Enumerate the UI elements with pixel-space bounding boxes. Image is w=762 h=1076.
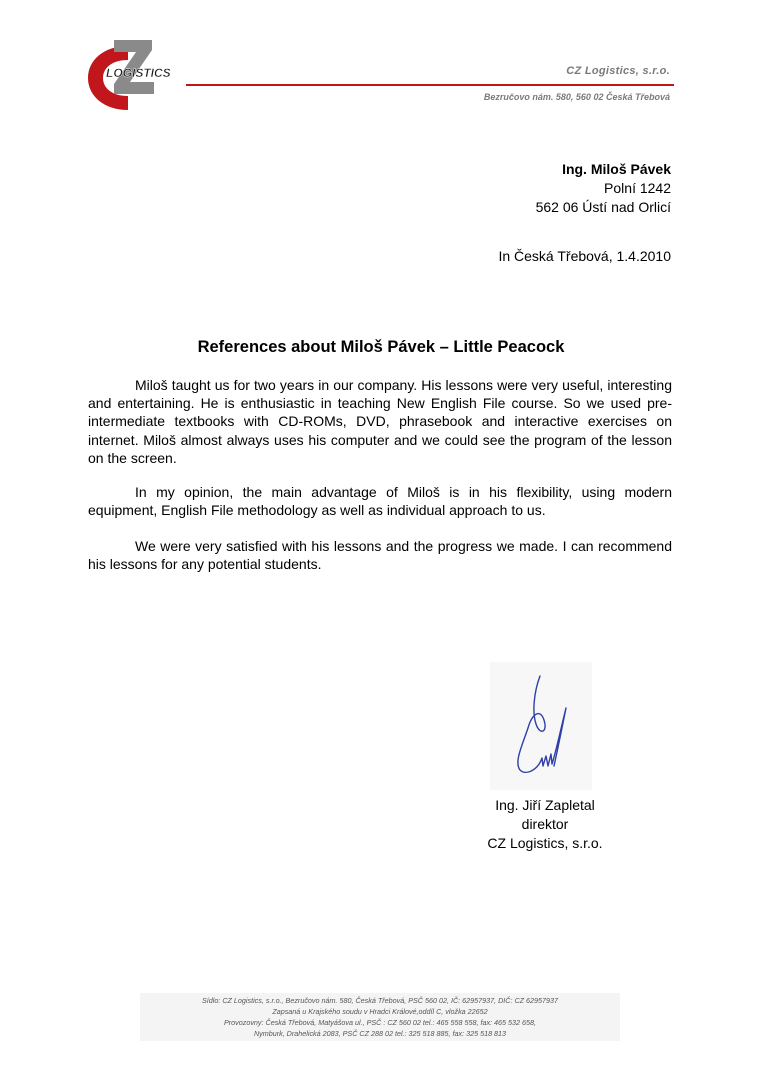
body-paragraph: In my opinion, the main advantage of Miloš is in his flexibility, using modern equipment, English File methodology as well as individual approach to us. [88, 484, 672, 519]
body-paragraph: Miloš taught us for two years in our company. His lessons were very useful, interesting and entertaining. He is enthusiastic in teaching New English File course. So we used pre-intermediate textbooks with CD-ROMs, DVD, phrasebook and interactive exercises on internet. Miloš almost always uses his computer and we could see the program of the lesson on the screen. [88, 377, 672, 466]
footer-line: Sídlo: CZ Logistics, s.r.o., Bezručovo nám. 580, Česká Třebová, PSČ 560 02, IČ: 62957937, DIČ: CZ 62957937 [201, 996, 559, 1005]
recipient-block [536, 160, 671, 217]
signer-name: Ing. Jiří Zapletal [495, 797, 595, 813]
date-line: In Česká Třebová, 1.4.2010 [498, 248, 671, 264]
footer-line: Nymburk, Drahelická 2083, PSČ CZ 288 02 tel.: 325 518 885, fax: 325 518 813 [253, 1029, 507, 1038]
recipient-name: Ing. Miloš Pávek [562, 161, 671, 177]
recipient-street: Polní 1242 [604, 180, 671, 196]
company-logo [84, 38, 188, 116]
letter-footer [140, 993, 620, 1041]
footer-line: Provozovny: Česká Třebová, Matyášova ul., PSČ : CZ 560 02 tel.: 465 558 558, fax: 465 532 658, [223, 1018, 537, 1027]
logo-wordmark: LOGISTICS [106, 66, 171, 80]
recipient-city: 562 06 Ústí nad Orlicí [535, 199, 671, 215]
footer-line: Zapsaná u Krajského soudu v Hradci Králové,oddíl C, vložka 22652 [272, 1007, 488, 1016]
header-divider [186, 84, 674, 86]
company-name: CZ Logistics, s.r.o. [566, 65, 670, 77]
letter-subject: References about Miloš Pávek – Little Peacock [197, 338, 565, 356]
signer-block [460, 796, 630, 853]
signer-title: direktor [521, 816, 569, 832]
company-address: Bezručovo nám. 580, 560 02 Česká Třebová [483, 92, 670, 102]
signer-company: CZ Logistics, s.r.o. [487, 835, 603, 851]
body-paragraph: We were very satisfied with his lessons and the progress we made. I can recommend his lessons for any potential students. [88, 538, 672, 573]
handwritten-signature [490, 662, 592, 790]
